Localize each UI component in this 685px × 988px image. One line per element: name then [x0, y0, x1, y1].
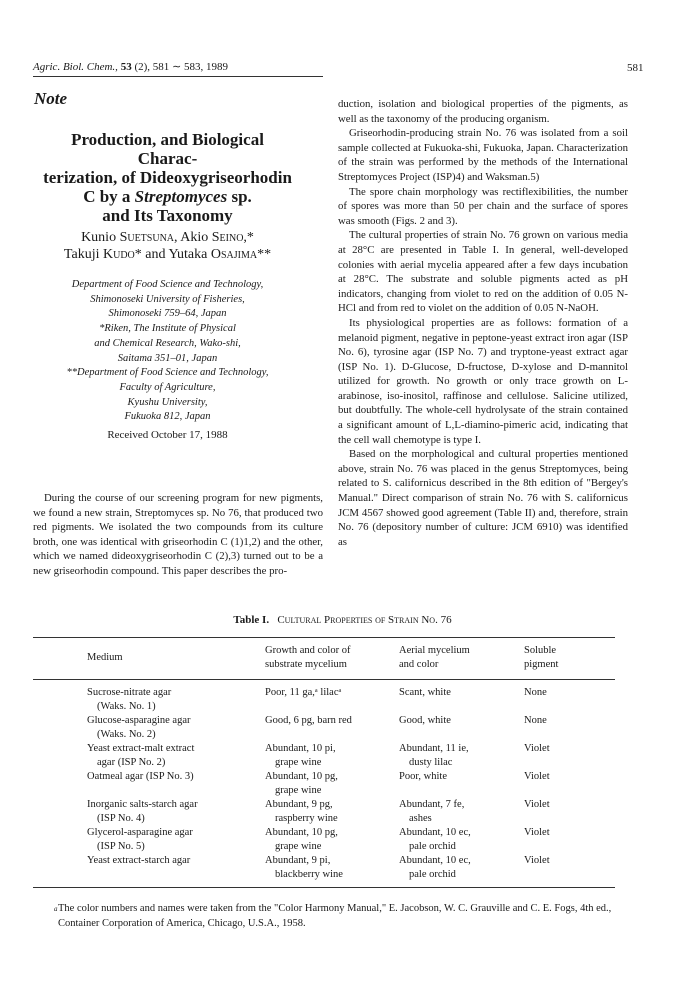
author-surname: Suetsuna	[119, 230, 175, 245]
running-head	[33, 60, 243, 73]
cell-pigment: None	[524, 715, 547, 726]
title-line: terization, of Dideoxygriseorhodin	[43, 168, 292, 187]
affiliations	[40, 278, 295, 425]
paragraph: Its physiological properties are as follows: formation of a melanoid pigment, negative in peptone-yeast extract iron agar (ISP No. 6), tyrosine agar (ISP No. 7) and tryptone-yeast extract agar (ISP No. 1). D-Glucose, D-fructose, D-xylose and D-mannitol utilized for growth. No growth or only trace growth on L-arabinose, iso-inositol, raffinose and cellulose. Salicine utilized, but doubtfully. The whole-cell hydrolysate of the strain contained a significant amount of L,L-diamino-pimeric acid, indicating that the cell wall chemotype is type I.	[338, 316, 628, 446]
cell-pigment: Violet	[524, 827, 550, 838]
header-medium: Medium	[87, 652, 123, 663]
cell-growth: Abundant, 10 pg, grape wine	[265, 827, 338, 852]
table-caption	[0, 614, 685, 626]
cell-aerial: Abundant, 10 ec, pale orchid	[399, 827, 471, 852]
affiliation-line: and Chemical Research, Wako-shi,	[94, 337, 241, 349]
cell-pigment: Violet	[524, 771, 550, 782]
cell-aerial: Scant, white	[399, 687, 451, 698]
affiliation-line: Department of Food Science and Technology,	[71, 279, 264, 290]
paragraph: During the course of our screening program for new pigments, we found a new strain, Streptomyces sp. No 76, that produced two red pigments. We isolated the two compounds from its culture broth, one was identical with griseorhodin C (1)1,2) and the other, which we named dideoxygriseorhodin C (2),3) turned out to be a new griseorhodin compound. This paper describes the pro-	[33, 492, 323, 577]
cell-medium: Glycerol-asparagine agar (ISP No. 5)	[87, 827, 193, 852]
cell-aerial: Poor, white	[399, 771, 447, 782]
author-line: Kunio Suetsuna, Akio Seino,*	[81, 230, 254, 245]
table-header-rule	[33, 679, 615, 680]
affiliation-line: Fukuoka 812, Japan	[124, 411, 211, 423]
title-line: C by a Streptomyces sp.	[83, 187, 252, 206]
author-surname: Kudo	[102, 247, 135, 262]
affiliation-line: *Riken, The Institute of Physical	[99, 323, 236, 335]
header-rule	[33, 76, 323, 77]
header-aerial: Aerial mycelium and color	[399, 645, 470, 670]
cell-medium: Inorganic salts-starch agar (ISP No. 4)	[87, 799, 198, 824]
cell-growth: Good, 6 pg, barn red	[265, 715, 352, 726]
table-footnote	[54, 902, 638, 931]
cell-growth: Poor, 11 ga,ᵃ lilacᵃ	[265, 687, 342, 698]
cell-medium: Sucrose-nitrate agar (Waks. No. 1)	[87, 687, 172, 712]
cell-growth: Abundant, 9 pi, blackberry wine	[265, 855, 343, 880]
section-label: Note	[34, 89, 68, 108]
journal-volume: 53	[120, 61, 132, 73]
author-line: Takuji Kudo* and Yutaka Osajima**	[63, 247, 272, 262]
received-date: Received October 17, 1988	[107, 429, 228, 441]
page-number: 581	[627, 62, 644, 74]
body-left-column	[33, 491, 323, 579]
journal-issue-pages: (2), 581 ∼ 583, 1989	[134, 61, 228, 73]
table-title: Cultural Properties of Strain No. 76	[277, 614, 452, 626]
affiliation-line: Shimonoseki University of Fisheries,	[90, 293, 245, 305]
cell-medium: Glucose-asparagine agar (Waks. No. 2)	[87, 715, 191, 740]
title-line: Production, and Biological Charac-	[71, 130, 264, 168]
paragraph: The spore chain morphology was rectiflexibilities, the number of spores was more than 50 per chain and the surface of spores was smooth (Figs. 2 and 3).	[338, 185, 628, 227]
article-title	[40, 130, 295, 225]
cell-medium: Oatmeal agar (ISP No. 3)	[87, 771, 194, 782]
affiliation-line: Kyushu University,	[127, 396, 208, 408]
table-bottom-rule	[33, 887, 615, 888]
table-top-rule	[33, 637, 615, 638]
author-surname: Seino	[211, 230, 244, 245]
cell-aerial: Abundant, 7 fe, ashes	[399, 799, 465, 824]
cell-growth: Abundant, 10 pg, grape wine	[265, 771, 338, 796]
footnote-text: The color numbers and names were taken from the "Color Harmony Manual," E. Jacobson, W. C. Grauville and C. E. Fogs, 4th ed., Container Corporation of America, Chicago, U.S.A., 1958.	[58, 903, 612, 929]
author-list	[40, 229, 295, 263]
cell-pigment: Violet	[524, 799, 550, 810]
footnote-mark: a	[54, 905, 58, 913]
journal-name: Agric. Biol. Chem.,	[33, 61, 118, 73]
cell-aerial: Abundant, 11 ie, dusty lilac	[399, 743, 469, 768]
body-right-column	[338, 97, 628, 549]
header-pigment: Soluble pigment	[524, 645, 559, 670]
affiliation-line: **Department of Food Science and Technology,	[66, 367, 269, 379]
paragraph: duction, isolation and biological properties of the pigments, as well as the taxonomy of the producing organism.	[338, 98, 628, 125]
affiliation-line: Faculty of Agriculture,	[119, 381, 216, 393]
cell-aerial: Abundant, 10 ec, pale orchid	[399, 855, 471, 880]
cell-pigment: Violet	[524, 743, 550, 754]
paragraph: The cultural properties of strain No. 76 grown on various media at 28°C are presented in Table I. In general, well-developed colonies with aerial mycelia appeared after a few days incubation at 28°C. The substrate and soluble pigments acted as pH indicators, changing from violet to red on the addition of 0.05 N-HCl and from red to violet on the addition of 0.05 N-NaOH.	[338, 229, 628, 315]
header-growth: Growth and color of substrate mycelium	[265, 645, 351, 670]
cell-medium: Yeast extract-malt extract agar (ISP No. 2)	[87, 743, 195, 768]
cell-medium: Yeast extract-starch agar	[87, 855, 191, 866]
cell-growth: Abundant, 10 pi, grape wine	[265, 743, 336, 768]
cell-pigment: Violet	[524, 855, 550, 866]
affiliation-line: Saitama 351–01, Japan	[117, 352, 218, 364]
cell-pigment: None	[524, 687, 547, 698]
author-surname: Osajima	[210, 247, 258, 262]
cell-growth: Abundant, 9 pg, raspberry wine	[265, 799, 338, 824]
title-line: and Its Taxonomy	[102, 206, 233, 225]
paragraph: Griseorhodin-producing strain No. 76 was isolated from a soil sample collected at Fukuoka-shi, Fukuoka, Japan. Characterization of the strain was performed by the methods of the International Streptomyces Project (ISP)4) and Waksman.5)	[338, 127, 628, 183]
paragraph: Based on the morphological and cultural properties mentioned above, strain No. 76 was placed in the genus Streptomyces, being related to S. californicus described in the 8th edition of "Bergey's Manual." Direct comparison of strain No. 76 with S. californicus JCM 4567 showed good agreement (Table II) and, therefore, strain No. 76 (depository number of culture: JCM 6910) was identified as	[338, 448, 628, 548]
cell-aerial: Good, white	[399, 715, 451, 726]
affiliation-line: Shimonoseki 759–64, Japan	[108, 308, 227, 320]
table-label: Table I.	[233, 614, 270, 626]
